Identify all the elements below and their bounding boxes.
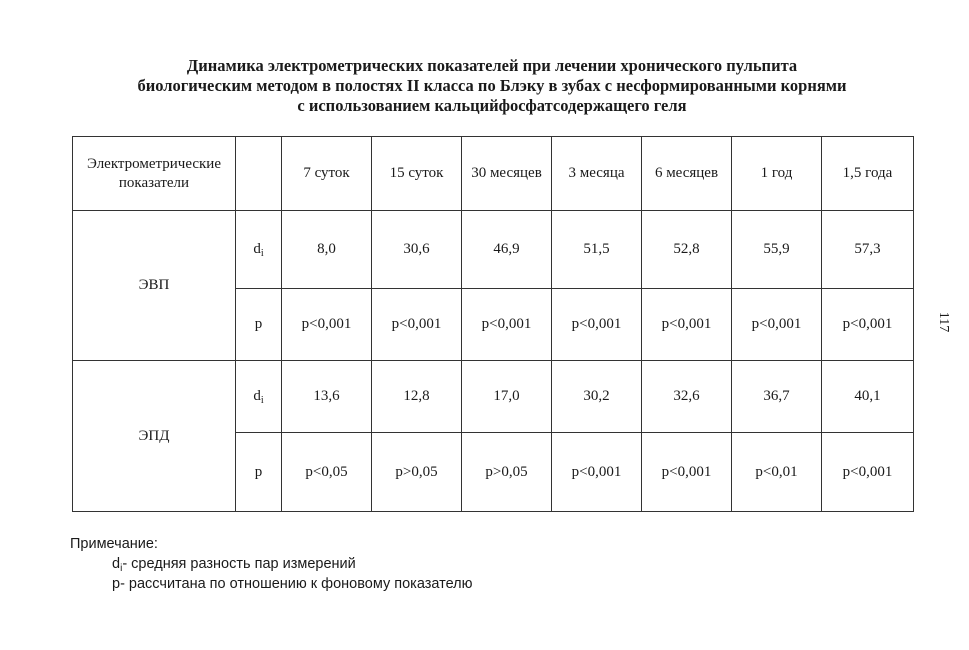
table-cell: p<0,001 [822, 433, 914, 512]
table-cell: 55,9 [732, 211, 822, 289]
table-cell: 30,2 [552, 361, 642, 433]
di-symbol: $d_i$ [236, 211, 282, 289]
header-period: 1,5 года [822, 137, 914, 211]
table-row-evp-di [73, 211, 914, 289]
group-label-epd: ЭПД [73, 361, 236, 512]
table-cell: p<0,001 [282, 289, 372, 361]
title-line-2: биологическим методом в полостях II класса по Блэку в зубах с несформированными корнями [137, 76, 847, 95]
title-line-3: с использованием кальцийфосфатсодержащего геля [297, 96, 687, 115]
footnote-di: $d_i-$ средняя разность пар измерений [112, 556, 356, 574]
footnote-p: р- рассчитана по отношению к фоновому показателю [112, 576, 473, 592]
document-title [70, 56, 914, 116]
title-line-1: Динамика электрометрических показателей при лечении хронического пульпита [186, 56, 798, 75]
table-cell: 8,0 [282, 211, 372, 289]
table-cell: p<0,001 [462, 289, 552, 361]
header-period: 30 месяцев [462, 137, 552, 211]
table-cell: 13,6 [282, 361, 372, 433]
table-row-epd-di [73, 361, 914, 433]
table-cell: 52,8 [642, 211, 732, 289]
data-table [72, 136, 914, 512]
header-period: 1 год [732, 137, 822, 211]
page-number: 117 [936, 311, 952, 333]
di-symbol: $d_i$ [236, 361, 282, 433]
table-cell: 12,8 [372, 361, 462, 433]
header-period: 7 суток [282, 137, 372, 211]
table-cell: p<0,001 [732, 289, 822, 361]
header-row [73, 137, 914, 211]
header-period: 6 месяцев [642, 137, 732, 211]
header-indicator: Электрометрические показатели [73, 137, 236, 211]
table-cell: p<0,001 [552, 433, 642, 512]
table-cell: 17,0 [462, 361, 552, 433]
table-cell: 57,3 [822, 211, 914, 289]
table-cell: 40,1 [822, 361, 914, 433]
table-cell: p<0,001 [552, 289, 642, 361]
header-symbol-empty [236, 137, 282, 211]
table-cell: 51,5 [552, 211, 642, 289]
table-cell: p<0,05 [282, 433, 372, 512]
table-cell: p<0,01 [732, 433, 822, 512]
group-label-evp: ЭВП [73, 211, 236, 361]
p-symbol: p [236, 433, 282, 512]
p-symbol: p [236, 289, 282, 361]
header-period: 15 суток [372, 137, 462, 211]
table-cell: 46,9 [462, 211, 552, 289]
table-cell: 32,6 [642, 361, 732, 433]
table-cell: p>0,05 [462, 433, 552, 512]
table-cell: p>0,05 [372, 433, 462, 512]
footnote [70, 534, 473, 594]
header-period: 3 месяца [552, 137, 642, 211]
table-cell: 36,7 [732, 361, 822, 433]
table-cell: p<0,001 [642, 433, 732, 512]
table-cell: p<0,001 [372, 289, 462, 361]
table-cell: p<0,001 [642, 289, 732, 361]
table-cell: 30,6 [372, 211, 462, 289]
table-cell: p<0,001 [822, 289, 914, 361]
footnote-heading: Примечание: [70, 536, 158, 552]
